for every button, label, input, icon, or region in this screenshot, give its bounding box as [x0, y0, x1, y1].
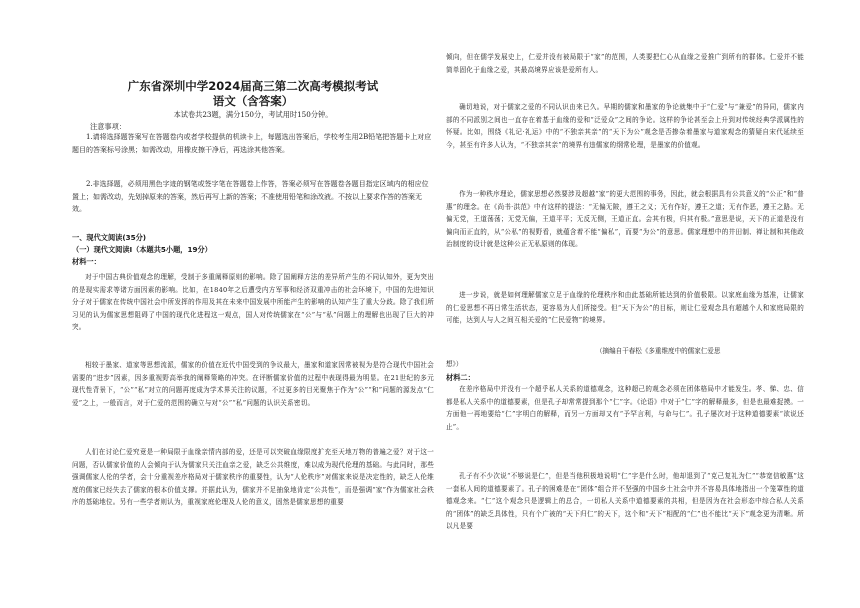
- section-heading-part1: 一、现代文阅读(35分): [72, 233, 147, 242]
- notes-heading: 注意事项：: [90, 122, 126, 131]
- section-subheading: （一）现代文阅读Ⅰ（本题共5小题，19分）: [72, 245, 212, 254]
- left-paragraph-1: 对于中国古典价值观念的理解，受制于多重阐释原则的影响。除了国阐释方法的差异所产生的不同认知外，更为突出的是现实需求等诸方面因素的影响。比如，在1840年之后遭受内方军事和经济双重冲击的社会环境下，中国的先进知识分子对于儒家在传统中国社会中所发挥的作用及其在未来中国发展中所能产生的影响的认知产生了重大分歧。除了我们所习见的认为儒家思想阻碍了中国的现代化进程这一观点，国人对传统儒家在“公”与“私”问题上的理解也出现了巨大的冲突。: [72, 273, 434, 332]
- right-paragraph-4: 在差序格局中并没有一个超乎私人关系的道德观念，这种超己的观念必须在团体格局中才能发生。孝、悌、忠、信都是私人关系中的道德要素，但是孔子却常常提到那个“仁”字。《论语》中对于“仁”字的解释最多，但是也最难捉摸。一方面他一再地要给“仁”字明白的解释，而另一方面却又有“予罕言利，与命与仁”。孔子屡次对于这种道德要素“欲说还止”。: [446, 385, 804, 431]
- right-paragraph-5: 孔子有不少次说“不够说是仁”，但是当他积极地说明“仁”字是什么时，他却退到了“克己复礼为仁”“恭宽信敏惠”这一套私人间的道德要素了。孔子的困难是在“团体”组合并不坚强的中国乡土社会中并不容易具体地指出一个笼罩性的道德观念来。“仁”这个观念只是逻辑上的总合，一切私人关系中道德要素的共相，但是因为在社会形态中综合私人关系的“团体”的缺乏具体性，只有个广被的“天下归仁”的天下，这个和“天下”相配的“仁”也不能比“天下”观念更为清晰。所以凡是要: [446, 472, 804, 531]
- left-paragraph-3: 人们在讨论仁爱究竟是一种局限于血缘亲情内部的爱，还是可以突破血缘限度扩充至天地万物的普遍之爱？对于这一问题，否认儒家价值的人会倾向于认为儒家只关注血亲之爱，缺乏公共维度，难以成为现代伦理的基础。与此同时，那些强调儒家人伦的学者，会十分重视差序格局对于儒家秩序的重要性，认为“人伦秩序”对儒家来说是决定性的，缺乏人伦维度的儒家已经失去了儒家的根本价值支撑。并据此认为，儒家并不足抽象地肯定“公共性”，而是强调“家”作为儒家社会秩序的基础地位。另有一些学者则认为，重视家庭伦理及人伦的意义，固然是儒家思想的重要: [72, 448, 434, 507]
- right-paragraph-1: 确切地说，对于儒家之爱的不同认识由来已久。早期的儒家和墨家的争论就集中于“仁爱”与“兼爱”的异同，儒家内部的不同派别之间也一直存在着基于血缘的爱和“泛爱众”之间的争论。这样的争论甚至会上升到对传统经典学派属性的怀疑。比如，围绕《礼记·礼运》中的“不独亲其亲”的“天下为公”观念是否掺杂着墨家与道家观念的猜疑自宋代延续至今，甚至有许多人认为，“不独亲其亲”的境界有违儒家的纲常伦理，是墨家的价值观。: [446, 103, 804, 149]
- exam-title: 广东省深圳中学2024届高三第二次高考模拟考试: [127, 79, 379, 93]
- right-paragraph-continued: 倾向，但在儒学发展史上，仁爱并没有被局限于“家”的范围，人类要把仁心从血缘之爱推广到所有的群体。仁爱并不能简单固化于血缘之爱，其最高境界应该是爱所有人。: [446, 53, 804, 74]
- right-paragraph-2: 作为一种秩序理论，儒家思想必然要涉及超越“家”的更大范围的事务，因此，就会根据具有公共意义的“公正”和“普惠”的理念。在《尚书·洪范》中有这样的提法：“无偏无陂，遵王之义；无有作好，遵王之道；无有作恶，遵王之路。无偏无党，王道荡荡；无党无偏，王道平平；无反无侧，王道正直。会其有极，归其有极。”意思是说，天下的正道是没有偏向而正直的，从“公私”的视野看，就蕴含着不能“偏私”，而要“为公”的意思。儒家理想中的井田制、禅让制和其他政治制度的设计就是这种公正无私原则的体现。: [446, 190, 804, 249]
- material-one-label: 材料一：: [72, 257, 101, 266]
- material-two-label: 材料二：: [446, 373, 475, 382]
- note-item-2: 2.非选择题，必须用黑色字迹的钢笔或签字笔在答题卷上作答，答案必须写在答题卷各题目指定区域内的相应位置上；如需改动，先划掉原来的答案，然后再写上新的答案；不准使用铅笔和涂改液。不按以上要求作答的答案无效。: [72, 180, 429, 214]
- left-paragraph-2: 相较于墨家、道家等思想流派，儒家的价值在近代中国受到的争议最大，墨家和道家因常被视为是符合现代中国社会需要的“进步”因素，因多重视野高举我的阐释策略的冲突。在评断儒家价值的过程中表现得最为明显。在21世纪的多元现代性背景下，“公”“私”对立的问题再度成为学术界关注的议题，不过更多的目光聚焦于作为“公”“和”问题的源发点“仁爱”之上，一般而言，对于仁爱的范围的确立与对“公”“私”问题的认识关系密切。: [72, 361, 434, 407]
- source-citation-line2: 想》）: [446, 359, 463, 368]
- right-paragraph-3: 进一步说，就是如何理解儒家立足于血缘的伦理秩序和由此基础所能达到的价值极限。以家庭血缘为基准，让儒家的仁爱思想不再日常生活状态，更容易为人们所接受。但“天下为公”的目标，则让仁爱观念具有超越个人和家庭局限的可能，达到人与人之间互相关爱的“仁民爱物”的境界。: [446, 291, 804, 325]
- note-item-1: 1.请将选择题答案写在答题卷内或者学校提供的机读卡上，每题选出答案后，学校考生用2B铅笔把答题卡上对应题目的答案标号涂黑；如需改动，用橡皮擦干净后，再选涂其他答案。: [72, 133, 432, 154]
- source-citation-line1: （摘编自干春松《多重维度中的儒家仁爱思: [596, 347, 721, 355]
- source-citation: [446, 345, 804, 370]
- exam-info: 本试卷共23题，满分150分，考试用时150分钟。: [173, 110, 333, 119]
- exam-subtitle: 语文（含答案）: [212, 94, 294, 108]
